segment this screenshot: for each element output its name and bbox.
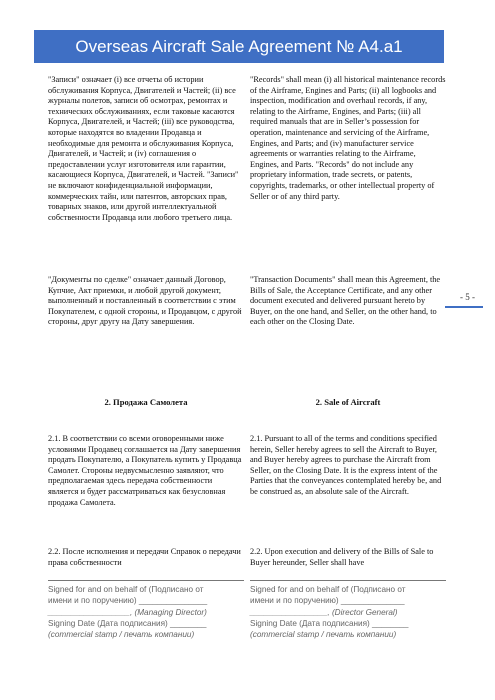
records-definition-ru: "Записи" означает (i) все отчеты об истории обслуживания Корпуса, Двигателей и Частей; (ii) все журналы полетов, записи об осмотрах, ремонтах и технических обслуживаниях, если таковые касаются Корпуса, Двигателей, и Частей; (iii) все руководства, которые находятся во владении Продавца и необходимые для ремонта и обслуживания Корпуса, Двигателей, и Частей; и (iv) соглашения о предоставлении услуг изготовителя или гарантии, касающиеся Корпуса, Двигателей, и Частей. "Записи" не включают конфиденциальной информации, коммерческих тайн, или патентов, авторских прав, товарных знаков, или другой интеллектуальной собственности Продавца или любого третьего лица. (48, 75, 239, 222)
signing-date-line: Signing Date (Дата подписания) ________ (250, 618, 409, 628)
page-number: - 5 - (460, 292, 475, 302)
signature-divider-left (48, 580, 244, 581)
signature-block-right (250, 584, 446, 640)
section-heading-ru: 2. Продажа Самолета (104, 397, 188, 407)
signature-role-line: __________________, (Managing Director) (48, 607, 207, 617)
signature-block-left (48, 584, 244, 640)
section-heading-en: 2. Sale of Aircraft (315, 397, 381, 407)
stamp-line: (commercial stamp / печать компании) (48, 630, 195, 640)
document-title: Overseas Aircraft Sale Agreement № A4.a1 (75, 37, 403, 56)
signature-role-line: _________________, (Director General) (250, 607, 398, 617)
signature-line: Signed for and on behalf of (Подписано от (250, 585, 406, 594)
signature-line: Signed for and on behalf of (Подписано от (48, 585, 204, 594)
clause-2-1-ru: 2.1. В соответствии со всеми оговоренными ниже условиями Продавец соглашается на Дату завершения продать Покупателю, а Покупатель купить у Продавца Самолет. Стороны недвусмысленно заявляют, что предполагаемая здесь передача собственности является и будет рассматриваться как безусловная продажа Самолета. (48, 434, 242, 507)
page-number-underline (445, 306, 483, 308)
stamp-line: (commercial stamp / печать компании) (250, 630, 397, 640)
signing-date-line: Signing Date (Дата подписания) ________ (48, 618, 207, 628)
transaction-documents-definition-ru: "Документы по сделке" означает данный Договор, Купчие, Акт приемки, и любой другой документ, выполненный и поставленный в соответствии с этим Покупателем, с одной стороны, и Продавцом, с другой стороны, друг другу на Дату завершения. (48, 275, 242, 327)
clause-2-2-en: 2.2. Upon execution and delivery of the Bills of Sale to Buyer hereunder, Seller shall have (250, 547, 434, 567)
signature-divider-right (250, 580, 446, 581)
clause-2-1-en: 2.1. Pursuant to all of the terms and conditions specified herein, Seller hereby agrees to sell the Aircraft to Buyer, and Buyer hereby agrees to purchase the Aircraft from Seller, on the Closing Date. It is the express intent of the Parties that the conveyances contemplated hereby be, and be construed as, an absolute sale of the Aircraft. (250, 434, 442, 496)
document-title-banner (34, 30, 444, 63)
clause-2-2-ru: 2.2. После исполнения и передачи Справок о передачи права собственности (48, 547, 241, 567)
signature-line: имени и по поручению) _______________ (48, 596, 208, 606)
transaction-documents-definition-en: "Transaction Documents" shall mean this Agreement, the Bills of Sale, the Acceptance Certificate, and any other document executed and delivered pursuant hereto by Buyer, on the one hand, and Seller, on the other hand, to each other on the Closing Date. (250, 275, 441, 327)
records-definition-en: "Records" shall mean (i) all historical maintenance records of the Airframe, Engines and Parts; (ii) all logbooks and inspection, modification and overhaul records, if any, relating to the Airframe, Engines, and Parts; (iii) all required manuals that are in Seller’s possession for operation, maintenance and servicing of the Airframe, Engines, and Parts; and (iv) manufacturer service agreements or warranties relating to the Airframe, Engines, and Parts. "Records" do not include any proprietary information, trade secrets, or patents, copyrights, trademarks, or other intellectual property of Seller or of any third party. (250, 75, 446, 201)
signature-line: имени и по поручению) ______________ (250, 596, 405, 606)
